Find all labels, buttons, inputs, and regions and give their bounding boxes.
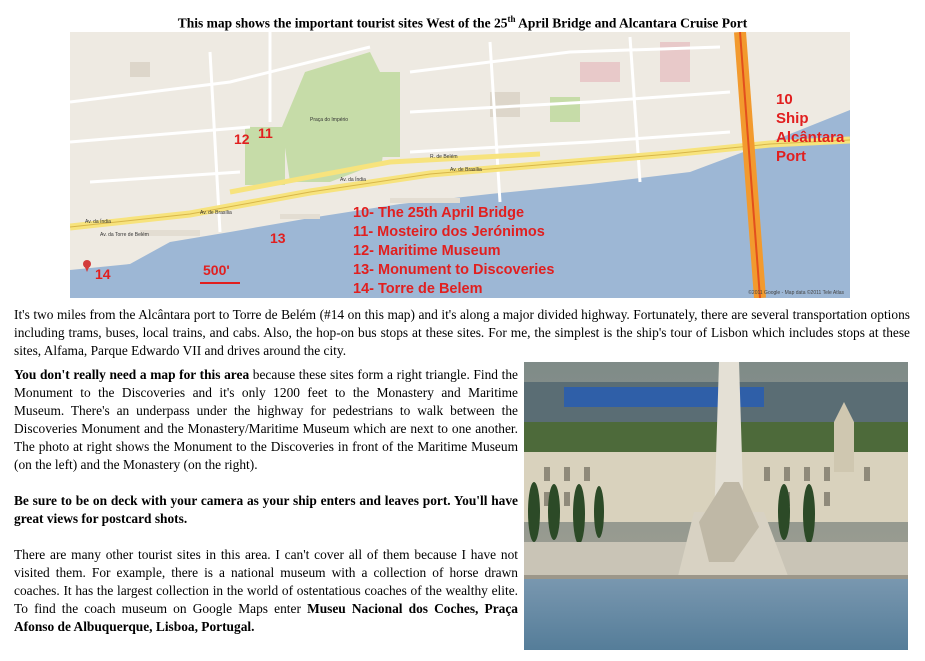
page-title: This map shows the important tourist sites West of the 25th April Bridge and Alcantara Cruise Port [177, 14, 748, 31]
marker-13: 13 [270, 230, 286, 246]
street-label: Praça do Império [310, 117, 349, 123]
street-label: Av. da Torre de Belém [100, 232, 149, 238]
marker-14: 14 [95, 266, 111, 282]
scale-bar [200, 282, 240, 284]
legend-item: 12- Maritime Museum [353, 243, 501, 259]
marker-11: 11 [258, 125, 273, 141]
street-label: Av. da Índia [340, 177, 366, 183]
street-label: Av. de Brasília [200, 210, 232, 216]
intro-paragraph: It's two miles from the Alcântara port to Torre de Belém (#14 on this map) and it's along a major divided highway. Fortunately, there are several transportation options including trams, buses, local trains, and cabs. Also, the hop-on bus stops at these sites. For me, the simplest is the ship's tour of Lisbon which includes stops at these sites, Alfama, Parque Edwardo VII and drives around the city. [14, 307, 910, 358]
port-label: 10 Ship Alcântara Port [776, 91, 845, 165]
map-image [70, 32, 850, 298]
street-label: Av. da Índia [85, 219, 111, 225]
text-column [14, 366, 518, 654]
legend-item: 13- Monument to Discoveries [353, 262, 555, 278]
legend-item: 10- The 25th April Bridge [353, 205, 525, 221]
scale-label: 500' [203, 262, 230, 278]
map-copyright: ©2011 Google - Map data ©2011 Tele Atlas [748, 290, 844, 296]
legend-item: 11- Mosteiro dos Jerónimos [353, 224, 545, 240]
deck-advice-paragraph: Be sure to be on deck with your camera as your ship enters and leaves port. You'll have great views for postcard shots. [14, 493, 518, 526]
street-label: R. de Belém [430, 154, 458, 160]
monument-photo [524, 362, 908, 650]
map-advice-paragraph: You don't really need a map for this area because these sites form a right triangle. Find the Monument to the Discoveries and it's only 1200 feet to the Monastery and Maritime Museum. There's an underpass under the highway for pedestrians to walk between the Discoveries Monument and the Monastery/Maritime Museum which are next to one another. The photo at right shows the Monument to the Discoveries in front of the Maritime Museum (on the left) and the Monastery (on the right). [14, 367, 518, 472]
map-legend [353, 204, 554, 298]
coach-museum-paragraph: There are many other tourist sites in this area. I can't cover all of them because I have not visited them. For example, there is a national museum with a collection of horse drawn coaches. It has the largest collection in the world of ostentatious coaches of the wealthy elite. To find the coach museum on Google Maps enter Museu Nacional dos Coches, Praça Afonso de Albuquerque, Lisboa, Portugal. [14, 547, 518, 634]
street-label: Av. de Brasília [450, 167, 482, 173]
legend-item: 14- Torre de Belem [353, 281, 483, 297]
marker-12: 12 [234, 131, 250, 147]
